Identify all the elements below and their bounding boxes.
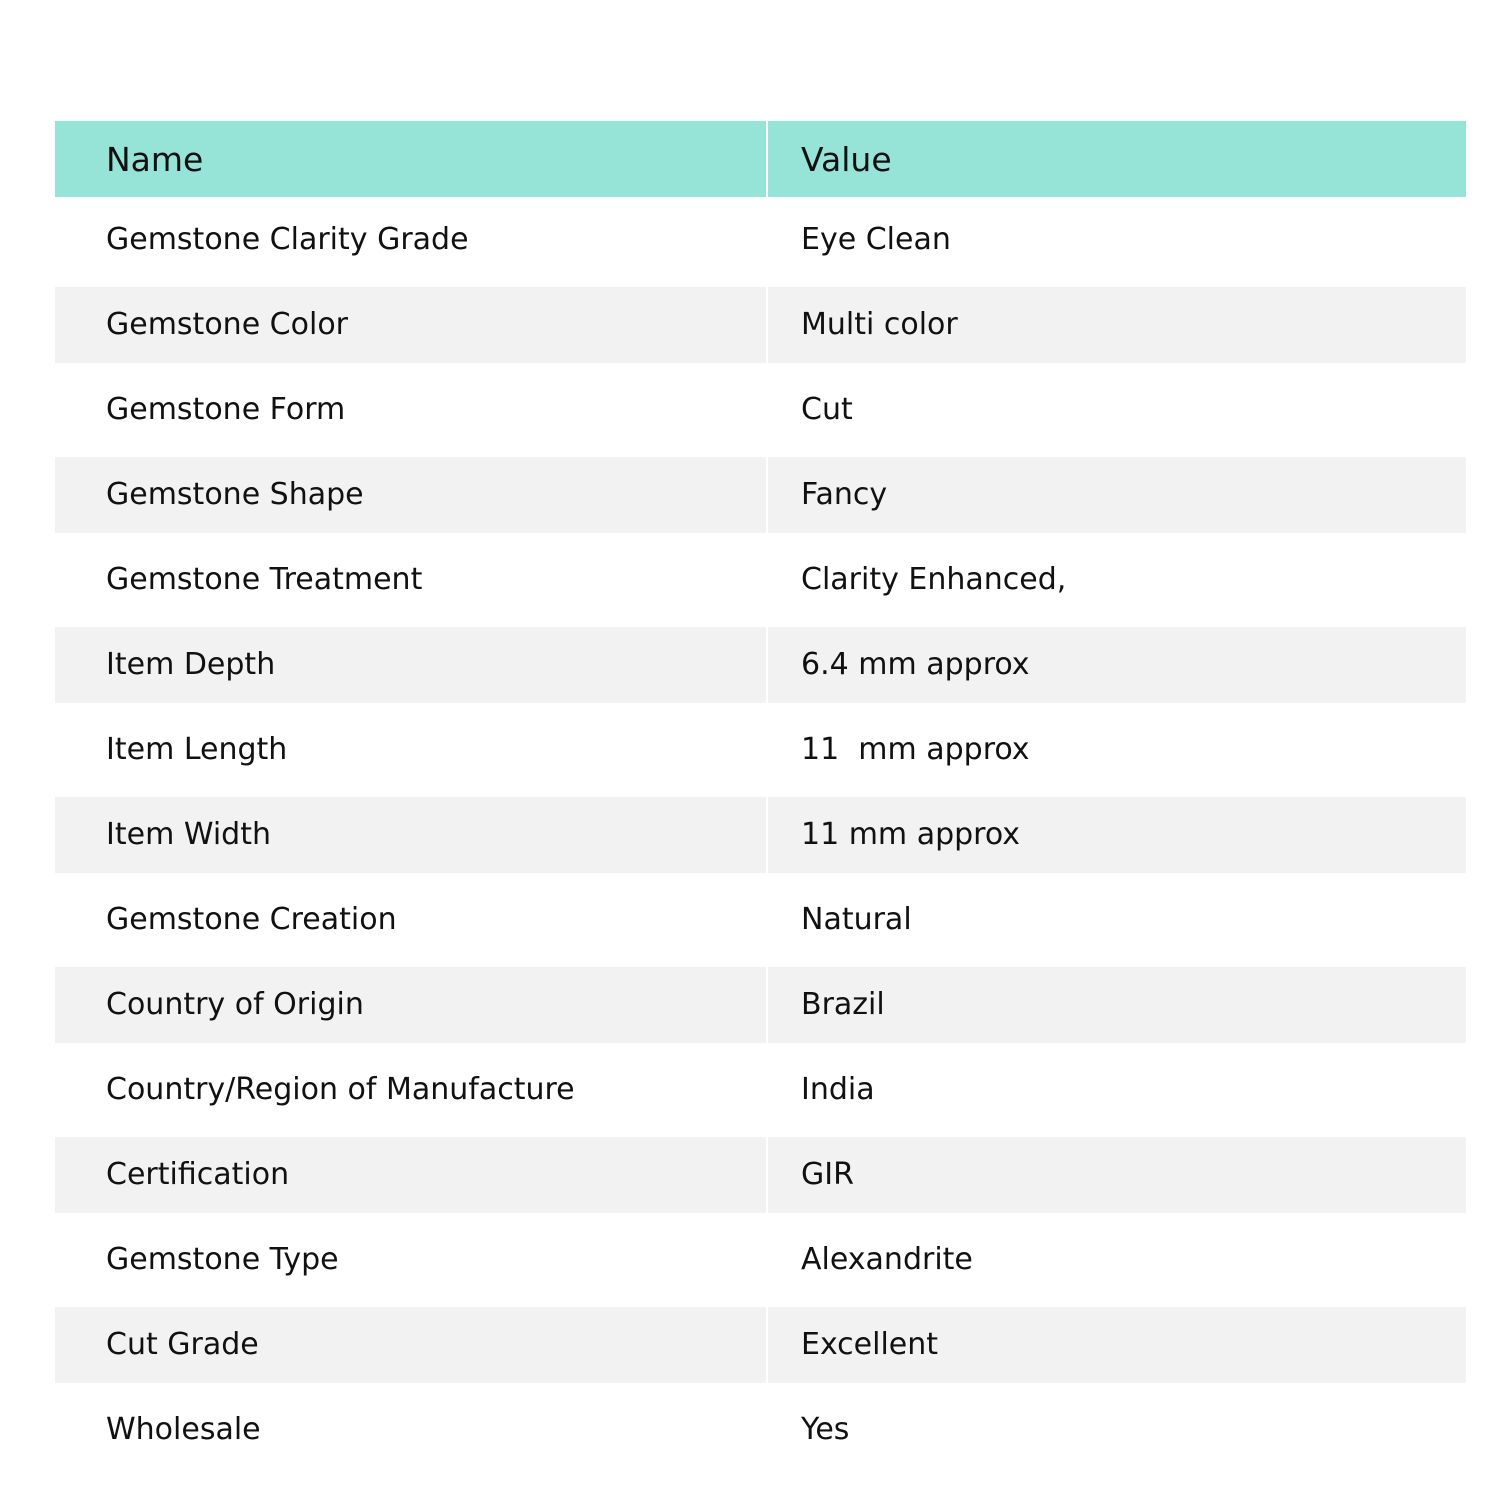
row-value: 6.4 mm approx <box>768 627 1466 703</box>
row-name: Gemstone Color <box>55 287 766 363</box>
table-row <box>55 792 1466 877</box>
row-value: Alexandrite <box>768 1217 1466 1302</box>
table-row <box>55 537 1466 622</box>
row-name: Gemstone Clarity Grade <box>55 197 766 282</box>
row-value: 11 mm approx <box>768 797 1466 873</box>
specifications-table <box>55 121 1466 1472</box>
row-value: Eye Clean <box>768 197 1466 282</box>
row-name: Certification <box>55 1137 766 1213</box>
row-value: GIR <box>768 1137 1466 1213</box>
table-header-row <box>55 121 1466 197</box>
row-value: Brazil <box>768 967 1466 1043</box>
row-name: Cut Grade <box>55 1307 766 1383</box>
row-name: Item Length <box>55 707 766 792</box>
row-value: Fancy <box>768 457 1466 533</box>
table-row <box>55 1302 1466 1387</box>
row-value: India <box>768 1047 1466 1132</box>
table-row <box>55 1387 1466 1472</box>
column-header-name: Name <box>55 121 766 197</box>
table-row <box>55 452 1466 537</box>
table-row <box>55 622 1466 707</box>
row-value: Excellent <box>768 1307 1466 1383</box>
table-row <box>55 197 1466 282</box>
table-row <box>55 962 1466 1047</box>
table-row <box>55 1217 1466 1302</box>
column-header-value: Value <box>768 121 1466 197</box>
row-name: Gemstone Treatment <box>55 537 766 622</box>
table-row <box>55 282 1466 367</box>
row-name: Wholesale <box>55 1387 766 1472</box>
row-name: Item Depth <box>55 627 766 703</box>
table-row <box>55 1132 1466 1217</box>
row-name: Gemstone Type <box>55 1217 766 1302</box>
row-name: Gemstone Creation <box>55 877 766 962</box>
row-value: Cut <box>768 367 1466 452</box>
row-name: Item Width <box>55 797 766 873</box>
row-name: Country/Region of Manufacture <box>55 1047 766 1132</box>
table-row <box>55 367 1466 452</box>
table-row <box>55 707 1466 792</box>
row-name: Gemstone Form <box>55 367 766 452</box>
table-row <box>55 1047 1466 1132</box>
row-value: Natural <box>768 877 1466 962</box>
row-value: Multi color <box>768 287 1466 363</box>
row-name: Gemstone Shape <box>55 457 766 533</box>
row-value: 11 mm approx <box>768 707 1466 792</box>
row-value: Clarity Enhanced, <box>768 537 1466 622</box>
row-value: Yes <box>768 1387 1466 1472</box>
row-name: Country of Origin <box>55 967 766 1043</box>
table-row <box>55 877 1466 962</box>
